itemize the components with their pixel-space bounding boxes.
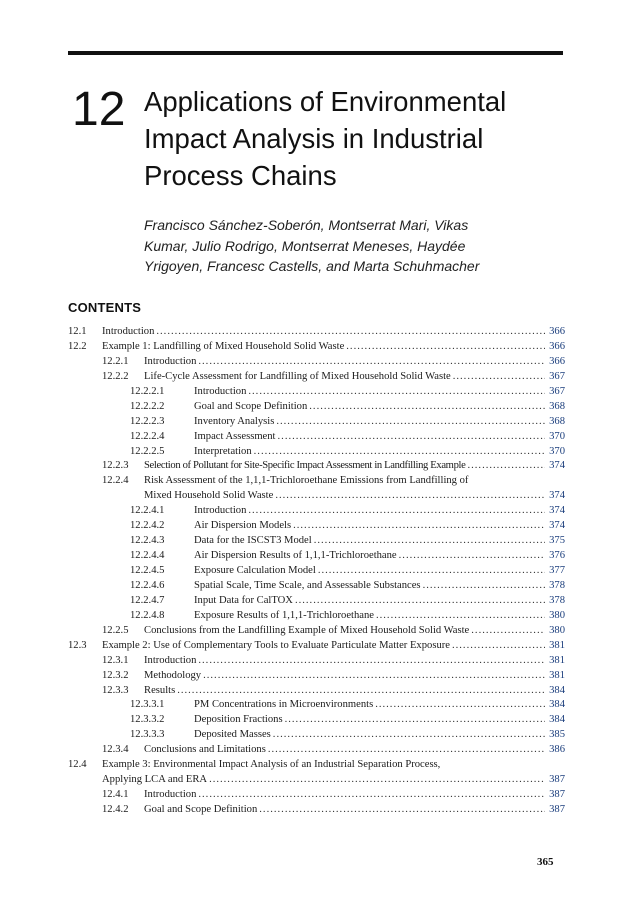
chapter-title — [144, 83, 574, 194]
toc-title: Risk Assessment of the 1,1,1-Trichloroethane Emissions from Landfilling of — [144, 475, 469, 487]
toc-section-number: 12.3.3.1 — [130, 699, 165, 711]
toc-entry[interactable] — [0, 669, 629, 684]
toc-entry[interactable] — [0, 579, 629, 594]
toc-entry[interactable] — [0, 370, 629, 385]
toc-entry[interactable] — [0, 355, 629, 370]
toc-page-link[interactable]: 378 — [549, 579, 565, 591]
toc-title: Example 3: Environmental Impact Analysis of an Industrial Separation Process, — [102, 759, 441, 771]
toc-title: Introduction — [144, 654, 197, 666]
toc-leader-dots — [471, 624, 545, 639]
toc-leader-dots — [375, 698, 545, 713]
toc-leader-dots — [209, 773, 545, 788]
toc-leader-dots — [376, 609, 545, 624]
toc-leader-dots — [177, 684, 545, 699]
author-line: Kumar, Julio Rodrigo, Montserrat Meneses, Haydée — [144, 237, 466, 254]
toc-leader-dots — [275, 489, 545, 504]
toc-leader-dots — [278, 430, 545, 445]
toc-section-number: 12.2.4.8 — [130, 609, 165, 621]
toc-section-number: 12.2.2.5 — [130, 445, 165, 457]
toc-section-number: 12.3.3.2 — [130, 714, 165, 726]
toc-page-link[interactable]: 386 — [549, 744, 565, 756]
toc-entry[interactable] — [0, 654, 629, 669]
toc-title: PM Concentrations in Microenvironments — [194, 699, 374, 711]
toc-title: Conclusions from the Landfilling Example of Mixed Household Solid Waste — [144, 624, 470, 636]
toc-entry[interactable] — [0, 400, 629, 415]
toc-leader-dots — [293, 519, 545, 534]
toc-leader-dots — [248, 504, 545, 519]
toc-title: Interpretation — [194, 445, 252, 457]
toc-line — [0, 549, 565, 564]
toc-page-link[interactable]: 375 — [549, 535, 565, 547]
toc-title: Applying LCA and ERA — [102, 774, 208, 786]
toc-leader-dots — [346, 340, 545, 355]
toc-leader-dots — [318, 564, 545, 579]
toc-page-link[interactable]: 380 — [549, 624, 565, 636]
toc-line — [0, 489, 565, 504]
toc-page-link[interactable]: 384 — [549, 699, 565, 711]
toc-section-number: 12.2.4.3 — [130, 535, 165, 547]
chapter-number: 12 — [72, 83, 126, 136]
toc-entry[interactable] — [0, 415, 629, 430]
top-rule — [68, 51, 563, 55]
toc-entry[interactable] — [0, 519, 629, 534]
toc-title: Exposure Results of 1,1,1-Trichloroethane — [194, 609, 374, 621]
toc-entry[interactable] — [0, 459, 629, 474]
toc-leader-dots — [259, 803, 545, 818]
toc-line — [0, 534, 565, 549]
toc-line — [0, 743, 565, 758]
toc-title: Deposited Masses — [194, 729, 271, 741]
toc-title: Methodology — [144, 669, 202, 681]
chapter-title-line: Process Chains — [144, 160, 337, 191]
toc-section-number: 12.2.2 — [102, 370, 129, 382]
toc-entry[interactable] — [0, 788, 629, 803]
toc-title: Selection of Pollutant for Site-Specific Impact Assessment in Landfilling Example — [144, 460, 466, 472]
toc-leader-dots — [198, 654, 545, 669]
toc-page-link[interactable]: 370 — [549, 445, 565, 457]
toc-entry[interactable] — [0, 325, 629, 340]
toc-line — [0, 803, 565, 818]
toc-section-number: 12.2.2.3 — [130, 415, 165, 427]
toc-section-number: 12.2.5 — [102, 624, 129, 636]
toc-page-link[interactable]: 368 — [549, 415, 565, 427]
toc-line — [0, 609, 565, 624]
toc-page-link[interactable]: 374 — [549, 505, 565, 517]
toc-title: Inventory Analysis — [194, 415, 275, 427]
toc-page-link[interactable]: 381 — [549, 639, 565, 651]
toc-section-number: 12.1 — [68, 326, 87, 337]
toc-title: Input Data for CalTOX — [194, 594, 293, 606]
toc-title: Spatial Scale, Time Scale, and Assessable Substances — [194, 579, 421, 591]
toc-title: Introduction — [144, 355, 197, 367]
toc-page-link[interactable]: 374 — [549, 490, 565, 502]
toc-leader-dots — [276, 415, 545, 430]
toc-title: Goal and Scope Definition — [194, 400, 308, 412]
toc-leader-dots — [309, 400, 545, 415]
toc-leader-dots — [285, 713, 545, 728]
toc-entry[interactable] — [0, 624, 629, 639]
toc-section-number: 12.4 — [68, 759, 87, 771]
toc-page-link[interactable]: 366 — [549, 326, 565, 337]
toc-entry[interactable] — [0, 743, 629, 758]
toc-page-link[interactable]: 381 — [549, 669, 565, 681]
toc-page-link[interactable]: 377 — [549, 565, 565, 576]
toc-section-number: 12.2.4.7 — [130, 594, 165, 606]
toc-page-link[interactable]: 374 — [549, 460, 565, 472]
toc-page-link[interactable]: 384 — [549, 714, 565, 726]
toc-title: Air Dispersion Models — [194, 520, 292, 532]
toc-leader-dots — [198, 788, 545, 803]
toc-line — [0, 579, 565, 594]
toc-page-link[interactable]: 387 — [549, 774, 565, 786]
toc-section-number: 12.3 — [68, 639, 87, 651]
toc-line — [0, 713, 565, 728]
toc-entry[interactable] — [0, 504, 629, 519]
toc-entry[interactable] — [0, 639, 629, 654]
toc-line — [0, 445, 565, 460]
toc-leader-dots — [156, 325, 545, 340]
toc-section-number: 12.3.3 — [102, 684, 129, 696]
toc-title: Introduction — [194, 385, 247, 397]
toc-entry[interactable] — [0, 474, 629, 504]
author-line: Yrigoyen, Francesc Castells, and Marta Schuhmacher — [144, 258, 480, 274]
page-number: 365 — [537, 856, 554, 868]
toc-page-link[interactable]: 370 — [549, 430, 565, 442]
toc-page-link[interactable]: 387 — [549, 789, 565, 801]
toc-section-number: 12.2.4.2 — [130, 520, 165, 532]
chapter-title-line: Impact Analysis in Industrial — [144, 123, 484, 154]
toc-line — [0, 624, 565, 639]
toc-section-number: 12.2.4.5 — [130, 565, 165, 576]
toc-leader-dots — [268, 743, 545, 758]
toc-section-number: 12.2.4.6 — [130, 579, 165, 591]
toc-leader-dots — [314, 534, 545, 549]
toc-leader-dots — [452, 639, 545, 654]
toc-leader-dots — [273, 728, 545, 743]
toc-line — [0, 519, 565, 534]
toc-entry[interactable] — [0, 445, 629, 460]
toc-title: Conclusions and Limitations — [144, 744, 266, 756]
toc-title: Example 1: Landfilling of Mixed Household Solid Waste — [102, 340, 345, 352]
toc-title: Exposure Calculation Model — [194, 565, 316, 576]
toc-entry[interactable] — [0, 549, 629, 564]
toc-title: Introduction — [144, 789, 197, 801]
toc-title: Air Dispersion Results of 1,1,1-Trichloroethane — [194, 550, 397, 562]
toc-title: Goal and Scope Definition — [144, 804, 258, 815]
toc-page-link[interactable]: 367 — [549, 385, 565, 397]
toc-line — [0, 698, 565, 713]
toc-entry[interactable] — [0, 430, 629, 445]
toc-entry[interactable] — [0, 609, 629, 624]
toc-page-link[interactable]: 381 — [549, 654, 565, 666]
toc-entry[interactable] — [0, 340, 629, 355]
toc-line — [0, 564, 565, 579]
toc-line — [0, 654, 565, 669]
toc-entry[interactable] — [0, 684, 629, 699]
toc-section-number: 12.3.3.3 — [130, 729, 165, 741]
toc-section-number: 12.2.2.1 — [130, 385, 165, 397]
toc-page-link[interactable]: 366 — [549, 340, 565, 352]
toc-page-link[interactable]: 378 — [549, 594, 565, 606]
toc-page-link[interactable]: 387 — [549, 804, 565, 815]
toc-entry[interactable] — [0, 713, 629, 728]
toc-entry[interactable] — [0, 728, 629, 743]
toc-title: Deposition Fractions — [194, 714, 283, 726]
toc-leader-dots — [203, 669, 545, 684]
toc-page-link[interactable]: 367 — [549, 370, 565, 382]
toc-page-link[interactable]: 384 — [549, 684, 565, 696]
toc-entry[interactable] — [0, 564, 629, 579]
toc-leader-dots — [423, 579, 545, 594]
chapter-title-line: Applications of Environmental — [144, 86, 507, 117]
toc-line — [0, 773, 565, 788]
toc-title: Results — [144, 684, 176, 696]
toc-section-number: 12.3.1 — [102, 654, 129, 666]
toc-page-link[interactable]: 385 — [549, 729, 565, 741]
toc-line — [0, 415, 565, 430]
toc-leader-dots — [295, 594, 545, 609]
toc-leader-dots — [248, 385, 545, 400]
toc-entry[interactable] — [0, 534, 629, 549]
chapter-authors — [144, 215, 554, 277]
toc-line — [0, 385, 565, 400]
toc-leader-dots — [399, 549, 545, 564]
table-of-contents — [0, 325, 629, 818]
toc-section-number: 12.3.2 — [102, 669, 129, 681]
toc-title: Introduction — [102, 326, 155, 337]
toc-line — [0, 400, 565, 415]
toc-line — [0, 669, 565, 684]
toc-title: Impact Assessment — [194, 430, 276, 442]
toc-line — [0, 684, 565, 699]
toc-line — [0, 788, 565, 803]
toc-page-link[interactable]: 380 — [549, 609, 565, 621]
toc-section-number: 12.3.4 — [102, 744, 129, 756]
toc-section-number: 12.2 — [68, 340, 87, 352]
toc-leader-dots — [198, 355, 545, 370]
toc-page-link[interactable]: 376 — [549, 550, 565, 562]
toc-section-number: 12.2.2.4 — [130, 430, 165, 442]
contents-heading: CONTENTS — [68, 300, 142, 315]
toc-section-number: 12.4.1 — [102, 789, 129, 801]
toc-line — [0, 355, 565, 370]
toc-line — [0, 504, 565, 519]
toc-title: Mixed Household Solid Waste — [144, 490, 274, 502]
toc-line — [0, 459, 565, 474]
toc-entry[interactable] — [0, 803, 629, 818]
author-line: Francisco Sánchez-Soberón, Montserrat Mari, Vikas — [144, 217, 469, 233]
toc-entry[interactable] — [0, 594, 629, 609]
toc-line — [0, 728, 565, 743]
toc-page-link[interactable]: 374 — [549, 520, 565, 532]
toc-section-number: 12.2.4.4 — [130, 550, 165, 562]
toc-entry[interactable] — [0, 698, 629, 713]
toc-line — [0, 594, 565, 609]
toc-section-number: 12.2.3 — [102, 460, 129, 472]
toc-line — [0, 474, 565, 489]
toc-page-link[interactable]: 368 — [549, 400, 565, 412]
toc-leader-dots — [254, 445, 545, 460]
toc-entry[interactable] — [0, 758, 629, 788]
toc-section-number: 12.2.1 — [102, 355, 129, 367]
toc-title: Life-Cycle Assessment for Landfilling of Mixed Household Solid Waste — [144, 370, 451, 382]
toc-leader-dots — [453, 370, 545, 385]
toc-line — [0, 370, 565, 385]
toc-section-number: 12.2.2.2 — [130, 400, 165, 412]
toc-line — [0, 430, 565, 445]
toc-title: Example 2: Use of Complementary Tools to Evaluate Particulate Matter Exposure — [102, 639, 450, 651]
toc-entry[interactable] — [0, 385, 629, 400]
toc-leader-dots — [467, 459, 545, 474]
toc-section-number: 12.2.4 — [102, 475, 129, 487]
toc-section-number: 12.4.2 — [102, 804, 129, 815]
toc-title: Data for the ISCST3 Model — [194, 535, 312, 547]
toc-section-number: 12.2.4.1 — [130, 505, 165, 517]
toc-page-link[interactable]: 366 — [549, 355, 565, 367]
toc-title: Introduction — [194, 505, 247, 517]
